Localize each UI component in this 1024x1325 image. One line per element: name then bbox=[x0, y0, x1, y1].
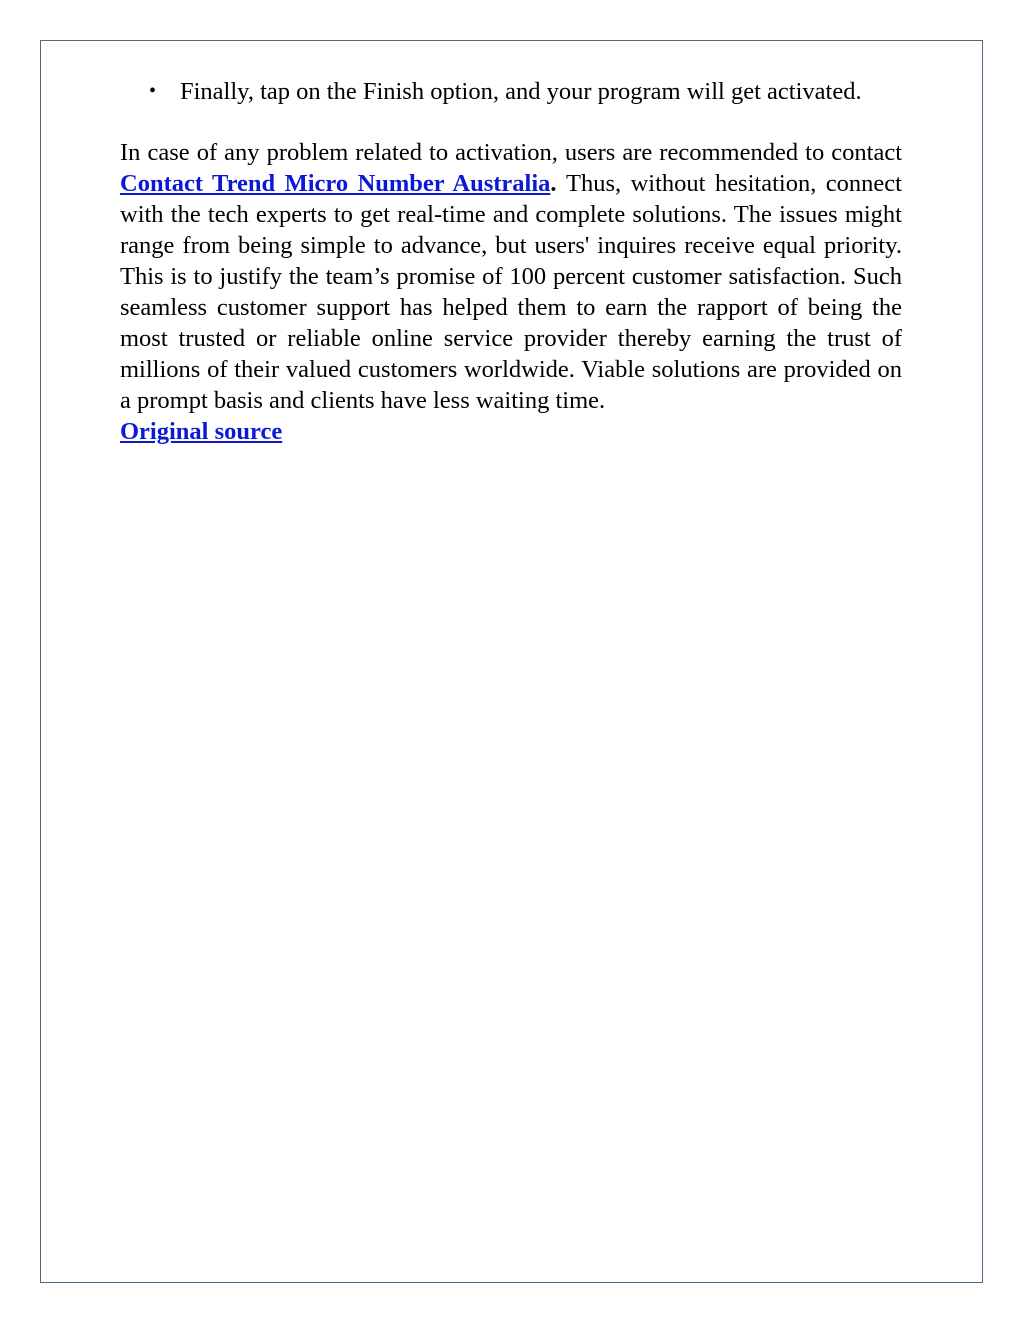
bullet-list-item bbox=[120, 76, 902, 107]
body-paragraph bbox=[120, 137, 902, 416]
document-content bbox=[120, 76, 902, 447]
source-line bbox=[120, 416, 902, 447]
original-source-link[interactable]: Original source bbox=[120, 418, 283, 445]
paragraph-intro: In case of any problem related to activation, users are recommended to contact bbox=[120, 139, 902, 166]
contact-trend-micro-link[interactable]: Contact Trend Micro Number Australia bbox=[120, 170, 551, 197]
link-period: . bbox=[550, 170, 566, 197]
bullet-icon: • bbox=[149, 80, 157, 102]
bullet-text: Finally, tap on the Finish option, and your program will get activated. bbox=[180, 78, 862, 105]
paragraph-body: Thus, without hesitation, connect with the tech experts to get real-time and complete solutions. The issues might range from being simple to advance, but users' inquires receive equal priority. This is to justify the team’s promise of 100 percent customer satisfaction. Such seamless customer support has helped them to earn the rapport of being the most trusted or reliable online service provider thereby earning the trust of millions of their valued customers worldwide. Viable solutions are provided on a prompt basis and clients have less waiting time. bbox=[120, 170, 902, 414]
